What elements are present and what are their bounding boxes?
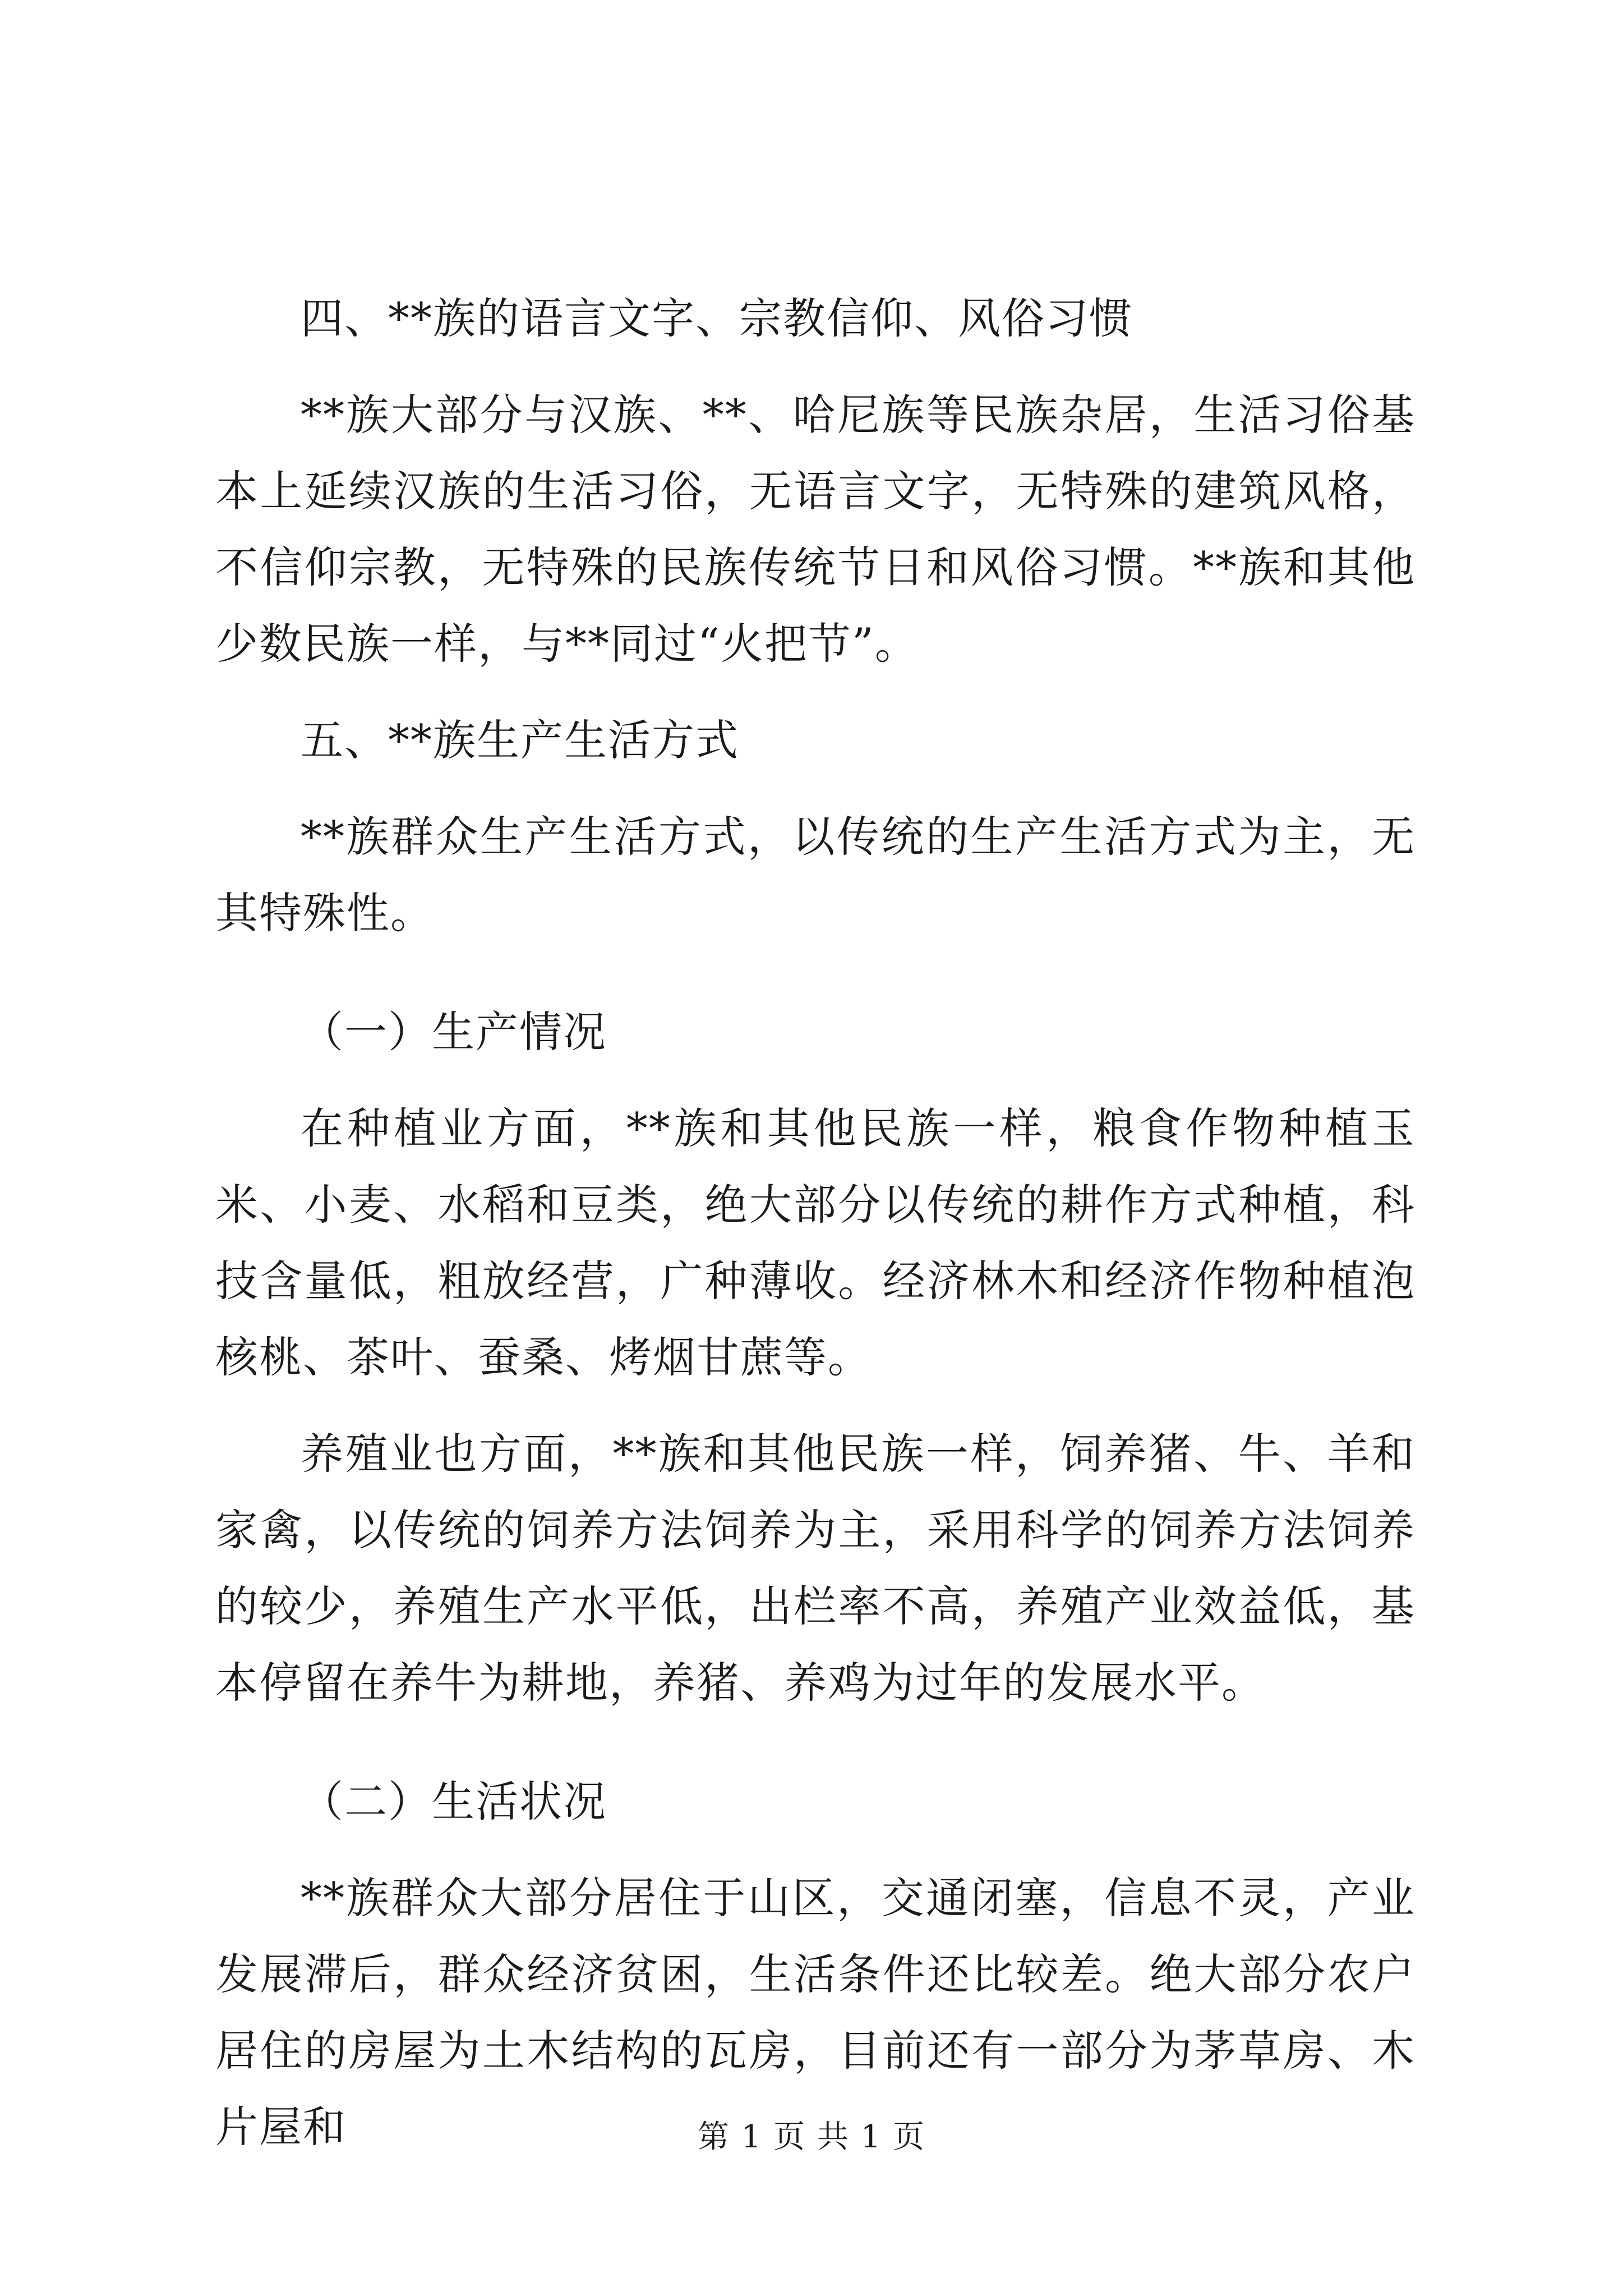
subsection-heading-living: （二）生活状况 (301, 1777, 607, 1826)
paragraph: **族群众大部分居住于山区，交通闭塞，信息不灵，产业发展滞后，群众经济贫困，生活条件还比较差。绝大部分农户居住的房屋为土木结构的瓦房，目前还有一部分为茅草房、木片屋和 (215, 1873, 1415, 2152)
paragraph: **族群众生产生活方式，以传统的生产生活方式为主，无其特殊性。 (215, 812, 1415, 938)
document-body (215, 280, 1415, 2185)
subsection-heading-production: （一）生产情况 (301, 1007, 607, 1057)
page-footer: 第 1 页 共 1 页 (697, 2119, 926, 2155)
section-heading-5: 五、**族生产生活方式 (301, 715, 739, 765)
paragraph: **族大部分与汉族、**、哈尼族等民族杂居，生活习俗基本上延续汉族的生活习俗，无语言文字，无特殊的建筑风格，不信仰宗教，无特殊的民族传统节日和风俗习惯。**族和其他少数民族一样，与**同过“火把节”。 (215, 390, 1415, 669)
paragraph: 养殖业也方面，**族和其他民族一样，饲养猪、牛、羊和家禽，以传统的饲养方法饲养为主，采用科学的饲养方法饲养的较少，养殖生产水平低，出栏率不高，养殖产业效益低，基本停留在养牛为耕地，养猪、养鸡为过年的发展水平。 (215, 1429, 1415, 1708)
paragraph: 在种植业方面，**族和其他民族一样，粮食作物种植玉米、小麦、水稻和豆类，绝大部分以传统的耕作方式种植，科技含量低，粗放经营，广种薄收。经济林木和经济作物种植泡核桃、茶叶、蚕桑、烤烟甘蔗等。 (215, 1103, 1415, 1382)
section-heading-4: 四、**族的语言文字、宗教信仰、风俗习惯 (301, 293, 1133, 343)
